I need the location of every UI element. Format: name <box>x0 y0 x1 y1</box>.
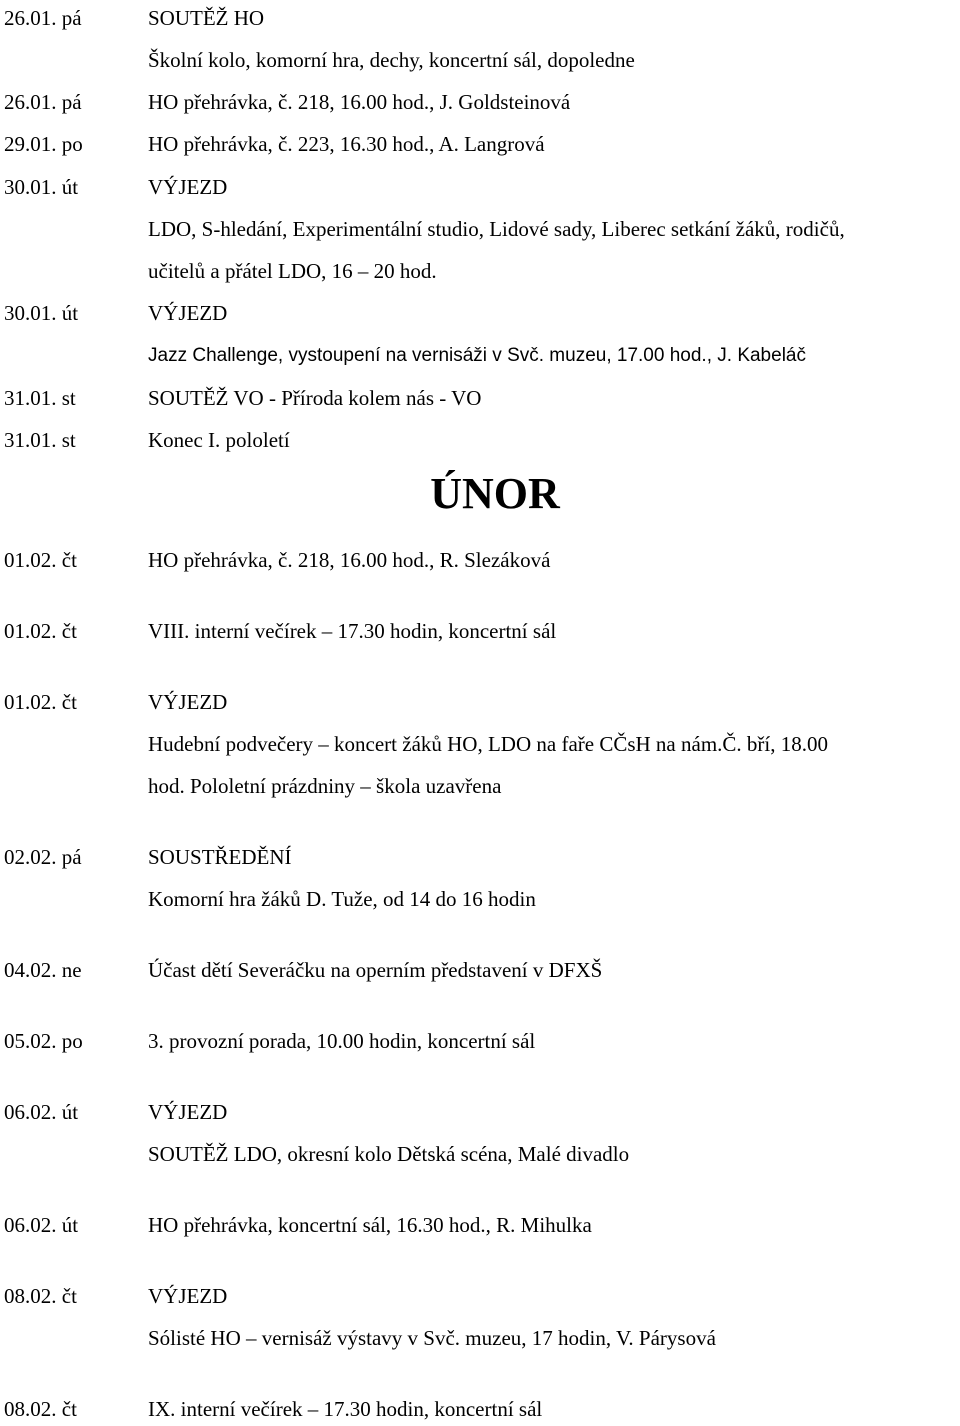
entry-text: HO přehrávka, č. 218, 16.00 hod., R. Slezáková <box>148 548 551 572</box>
entry-text: IX. interní večírek – 17.30 hodin, koncertní sál <box>148 1397 543 1421</box>
entry-date: 08.02. čt <box>4 1284 77 1308</box>
entry-text: VIII. interní večírek – 17.30 hodin, koncertní sál <box>148 619 557 643</box>
entry-date: 30.01. út <box>4 175 79 199</box>
entry-date: 06.02. út <box>4 1213 79 1237</box>
entry-date: 02.02. pá <box>4 845 82 869</box>
entry-text: SOUSTŘEDĚNÍ <box>148 845 292 869</box>
entry-text: Školní kolo, komorní hra, dechy, koncertní sál, dopoledne <box>148 48 635 72</box>
entry-text: HO přehrávka, č. 218, 16.00 hod., J. Goldsteinová <box>148 90 571 114</box>
entry-date: 01.02. čt <box>4 548 77 572</box>
entry-text: Komorní hra žáků D. Tuže, od 14 do 16 hodin <box>148 887 536 911</box>
entry-text: Jazz Challenge, vystoupení na vernisáži v Svč. muzeu, 17.00 hod., J. Kabeláč <box>148 345 806 366</box>
entry-text: VÝJEZD <box>148 690 228 714</box>
entry-text: hod. Pololetní prázdniny – škola uzavřena <box>148 774 502 798</box>
entry-date: 26.01. pá <box>4 6 82 30</box>
entry-text: Účast dětí Severáčku na operním představení v DFXŠ <box>148 958 603 982</box>
entry-text: Hudební podvečery – koncert žáků HO, LDO na faře CČsH na nám.Č. bří, 18.00 <box>148 732 828 756</box>
entry-text: VÝJEZD <box>148 1284 228 1308</box>
entry-date: 06.02. út <box>4 1100 79 1124</box>
entry-text: SOUTĚŽ LDO, okresní kolo Dětská scéna, Malé divadlo <box>148 1142 630 1166</box>
entry-text: učitelů a přátel LDO, 16 – 20 hod. <box>148 259 437 283</box>
entry-date: 29.01. po <box>4 132 83 156</box>
entry-text: VÝJEZD <box>148 301 228 325</box>
month-heading: ÚNOR <box>430 469 560 518</box>
entry-text: Sólisté HO – vernisáž výstavy v Svč. muzeu, 17 hodin, V. Párysová <box>148 1326 716 1350</box>
entry-date: 26.01. pá <box>4 90 82 114</box>
entry-date: 01.02. čt <box>4 619 77 643</box>
entry-text: VÝJEZD <box>148 1100 228 1124</box>
entry-date: 01.02. čt <box>4 690 77 714</box>
entry-date: 08.02. čt <box>4 1397 77 1421</box>
entry-date: 31.01. st <box>4 386 76 410</box>
entry-text: VÝJEZD <box>148 175 228 199</box>
entry-date: 04.02. ne <box>4 958 82 982</box>
entry-text: HO přehrávka, č. 223, 16.30 hod., A. Langrová <box>148 132 545 156</box>
entry-text: 3. provozní porada, 10.00 hodin, koncertní sál <box>148 1029 536 1053</box>
entry-date: 31.01. st <box>4 428 76 452</box>
entry-date: 30.01. út <box>4 301 79 325</box>
entry-text: SOUTĚŽ HO <box>148 6 265 30</box>
entry-text: Konec I. pololetí <box>148 428 290 452</box>
entry-date: 05.02. po <box>4 1029 83 1053</box>
entry-text: SOUTĚŽ VO - Příroda kolem nás - VO <box>148 386 482 410</box>
entry-text: HO přehrávka, koncertní sál, 16.30 hod., R. Mihulka <box>148 1213 592 1237</box>
entry-text: LDO, S-hledání, Experimentální studio, Lidové sady, Liberec setkání žáků, rodičů, <box>148 217 845 241</box>
